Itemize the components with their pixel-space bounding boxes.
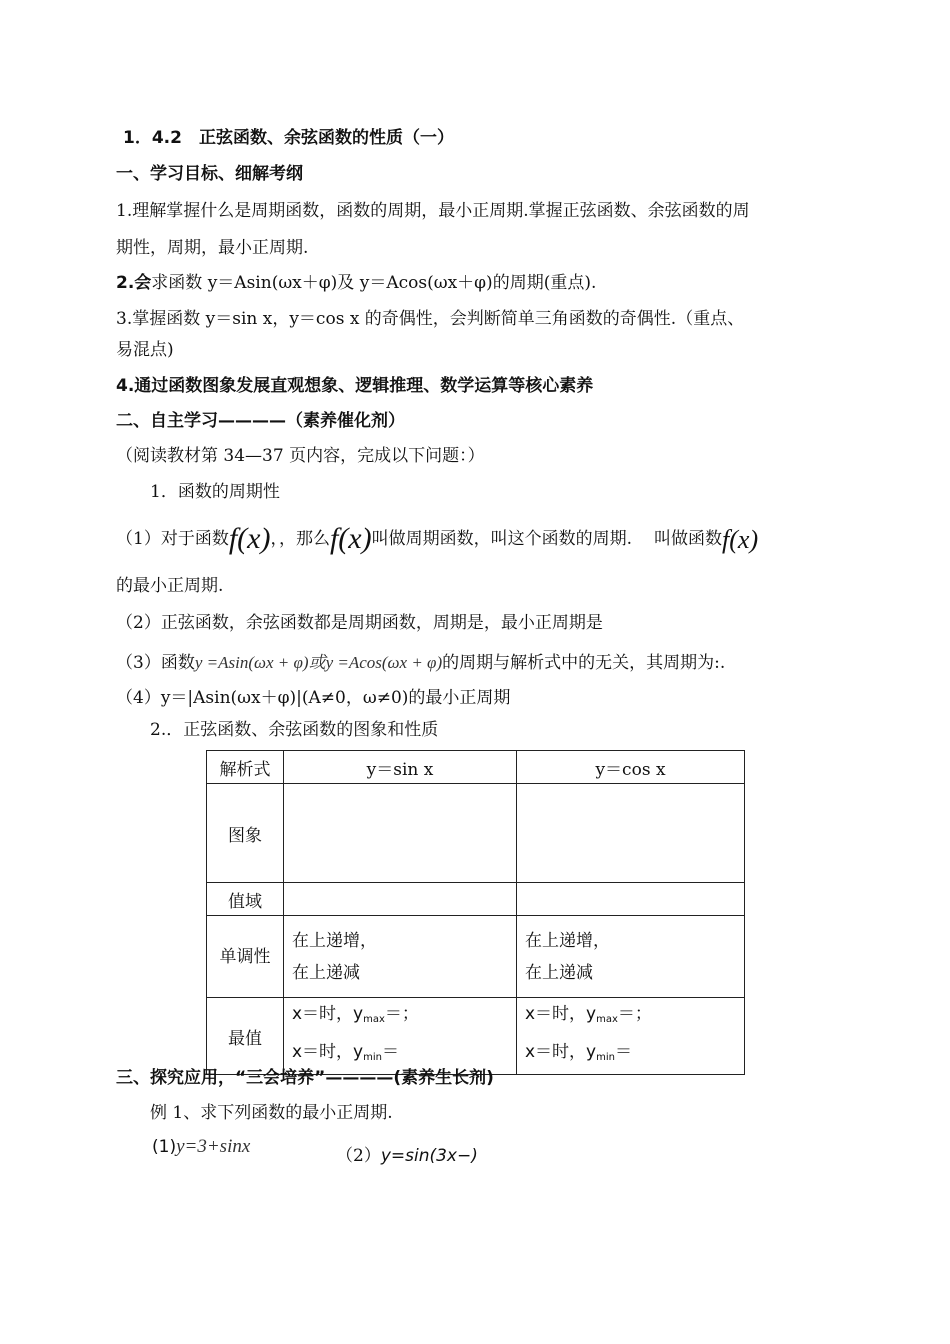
example-1: 例 1、求下列函数的最小正周期. <box>150 1103 393 1123</box>
cell-cos-monotonic <box>517 916 745 998</box>
goal-2-text: 求函数 y＝Asin(ωx＋φ)及 y＝Acos(ωx＋φ)的周期(重点). <box>151 273 597 293</box>
goal-2-num: 2. <box>116 273 135 293</box>
cell-cos-extremes <box>517 998 745 1075</box>
goal-3: 3.掌握函数 y＝sin x，y＝cos x 的奇偶性，会判断简单三角函数的奇偶性.（重点、 <box>116 309 745 329</box>
cos-max-end: ＝； <box>617 1004 652 1024</box>
item-3 <box>116 651 725 675</box>
question-2-num: （2） <box>336 1146 381 1166</box>
question-1 <box>152 1135 250 1159</box>
section-heading-explore: 三、探究应用，“三会培养”————(素养生长剂) <box>116 1068 494 1088</box>
fx-symbol: f(x) <box>722 525 759 554</box>
sin-min-end: ＝ <box>381 1042 399 1062</box>
item-1 <box>116 522 758 557</box>
item-2: （2）正弦函数，余弦函数都是周期函数，周期是，最小正周期是 <box>116 613 603 633</box>
goal-2 <box>116 271 596 295</box>
section-heading-self-study: 二、自主学习————（素养催化剂） <box>116 411 405 431</box>
cos-min-end: ＝ <box>614 1042 632 1062</box>
cos-min-text: x＝时，y <box>525 1042 597 1062</box>
label-monotonic: 单调性 <box>207 916 284 998</box>
table-row-header <box>207 751 745 784</box>
period-formula: y =Asin(ωx + φ)或y =Acos(ωx + φ) <box>194 653 443 672</box>
cell-sin-extremes <box>284 998 517 1075</box>
max-subscript: max <box>596 1014 618 1025</box>
goal-1: 1.理解掌握什么是周期函数，函数的周期，最小正周期.掌握正弦函数、余弦函数的周 <box>116 201 750 221</box>
min-subscript: min <box>363 1052 382 1063</box>
cos-max-text: x＝时，y <box>525 1004 597 1024</box>
sin-max-end: ＝； <box>384 1004 419 1024</box>
table-row-range <box>207 883 745 916</box>
sin-max-text: x＝时，y <box>292 1004 364 1024</box>
item-1-text-b: ，，那么 <box>270 529 330 549</box>
label-extremes: 最值 <box>207 998 284 1075</box>
reading-note: （阅读教材第 34—37 页内容，完成以下问题：） <box>116 446 485 466</box>
question-2-expr: y=sin(3x−) <box>380 1146 478 1166</box>
fx-symbol: f(x) <box>228 522 271 555</box>
properties-table <box>206 750 745 1075</box>
min-subscript: min <box>596 1052 615 1063</box>
question-2 <box>336 1144 478 1168</box>
cell-sin-graph <box>284 784 517 883</box>
table-row-extremes <box>207 998 745 1075</box>
goal-4: 4.通过函数图象发展直观想象、逻辑推理、数学运算等核心素养 <box>116 376 594 396</box>
goal-3-cont: 易混点) <box>116 340 174 360</box>
sin-decrease: 在上递减 <box>292 962 360 983</box>
item-1-text-c: 叫做周期函数，叫这个函数的周期. <box>371 529 633 549</box>
table-row-monotonic <box>207 916 745 998</box>
header-sin: y＝sin x <box>284 751 517 784</box>
item-1-text-d: 叫做函数 <box>654 529 723 549</box>
question-1-num: (1) <box>152 1137 177 1157</box>
cell-sin-monotonic <box>284 916 517 998</box>
subheading-periodicity: 1．函数的周期性 <box>150 482 280 502</box>
cell-cos-range <box>517 883 745 916</box>
cell-cos-graph <box>517 784 745 883</box>
item-1-cont: 的最小正周期. <box>116 576 224 596</box>
subheading-graph-properties: 2.．正弦函数、余弦函数的图象和性质 <box>150 720 439 740</box>
cos-decrease: 在上递减 <box>525 962 593 983</box>
section-heading-goals: 一、学习目标、细解考纲 <box>116 164 303 184</box>
item-1-text-a: （1）对于函数 <box>116 529 229 549</box>
item-3-text-b: 的周期与解析式中的无关，其周期为:. <box>442 653 726 673</box>
cell-sin-range <box>284 883 517 916</box>
header-expression: 解析式 <box>207 751 284 784</box>
page-title: 1．4.2 正弦函数、余弦函数的性质（一） <box>123 128 454 148</box>
question-1-expr: y=3+sinx <box>176 1136 251 1157</box>
label-graph: 图象 <box>207 784 284 883</box>
item-4: （4）y＝|Asin(ωx＋φ)|(A≠0，ω≠0)的最小正周期 <box>116 688 511 708</box>
goal-1-cont: 期性，周期，最小正周期. <box>116 238 309 258</box>
fx-symbol: f(x) <box>329 522 372 555</box>
max-subscript: max <box>363 1014 385 1025</box>
cos-increase: 在上递增， <box>525 930 610 951</box>
goal-2-pre: 会 <box>134 273 152 293</box>
table-row-graph <box>207 784 745 883</box>
sin-increase: 在上递增， <box>292 930 377 951</box>
header-cos: y＝cos x <box>517 751 745 784</box>
label-range: 值域 <box>207 883 284 916</box>
item-3-text-a: （3）函数 <box>116 653 195 673</box>
sin-min-text: x＝时，y <box>292 1042 364 1062</box>
